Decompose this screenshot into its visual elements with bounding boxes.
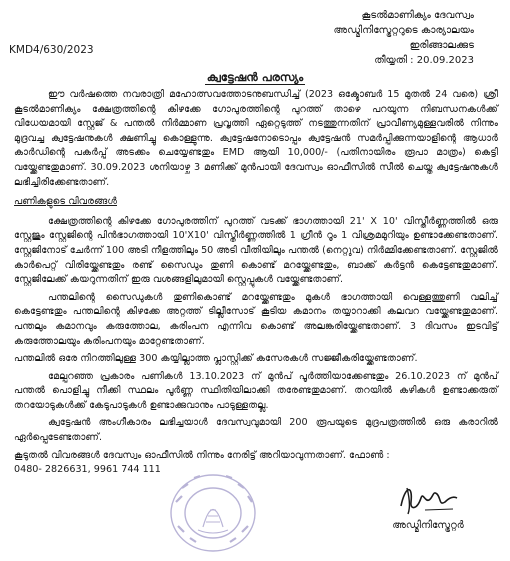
works-heading: പണികളുടെ വിവരങ്ങൾ bbox=[14, 196, 117, 208]
works-paragraph-5: ക്വട്ടേഷൻ അംഗീകാരം ലഭിച്ചയാൾ ദേവസ്വവുമായി 200 രൂപയുടെ മുദ്രപത്രത്തിൽ ഒരു കരാറിൽ ഏർപ്പെടേണ്ടതാണ്. bbox=[14, 417, 498, 444]
works-paragraph-3: പന്തലിൽ ഒരേ നിറത്തിലുള്ള 300 കയ്യില്ലാത്ത പ്ലാസ്റ്റിക്ക് കസേരകൾ സജ്ജീകരിയ്ക്കേണ്ടതാണ്. bbox=[14, 353, 418, 365]
office-name: അഡ്മിനിസ്ട്രേറ്ററുടെ കാര്യാലയം bbox=[333, 25, 474, 36]
seal-stamp-icon bbox=[168, 472, 258, 554]
signature-block bbox=[388, 476, 468, 546]
page-title bbox=[0, 70, 510, 85]
intro-paragraph: ഈ വർഷത്തെ നവരാത്രി മഹോത്സവത്തോടനുബന്ധിച്ച് (2023 ഒക്ടോബർ 15 മുതൽ 24 വരെ) ശ്രീ കൂടൽമാണിക്യം ക്ഷേത്രത്തിന്റെ കിഴക്കേ ഗോപുരത്തിന്റെ പുറത്ത് താഴെ പറയുന്ന നിബന്ധനകൾക്ക് വിധേയമായി സ്റ്റേജ് & പന്തൽ നിർമ്മാണ പ്രവൃത്തി ഏറ്റെടുത്ത് നടത്തുന്നതിന് പ്രാവീണ്യമുള്ളവരിൽ നിന്നും മുദ്രവച്ച ക്വട്ടേഷനുകൾ ക്ഷണിച്ചു കൊള്ളുന്നു. ക്വട്ടേഷനോടൊപ്പം ക്വട്ടേഷൻ സമർപ്പിക്കുന്നയാളിന്റെ ആധാർ കാർഡിന്റെ പകർപ്പ് അടക്കം ചെയ്യേണ്ടതും EMD ആയി 10,000/- (പതിനായിരം രൂപാ മാത്രം) കെട്ടി വയ്ക്കേണ്ടതുമാണ്. 30.09.2023 ശനിയാഴ്ച 3 മണിക്ക് മുൻപായി ദേവസ്വം ഓഫീസിൽ സീൽ ചെയ്ത ക്വട്ടേഷനുകൾ ലഭിച്ചിരിക്കേണ്ടതാണ്. bbox=[14, 89, 498, 188]
works-paragraph-2: പന്തലിന്റെ സൈഡുകൾ തുണികൊണ്ട് മറയ്ക്കേണ്ടതും മുകൾ ഭാഗത്തായി വെള്ളത്തുണി വലിച്ച് കെട്ടേണ്ടതും പന്തലിന്റെ കിഴക്കേ അറ്റത്ത് ടില്ലീസോട് കൂടിയ കമാനം തയ്യാറാക്കി കലവറ വയ്ക്കേണ്ടതുമാണ്. പന്തലും കമാനവും കരുത്തോല, കരിംപന എന്നിവ കൊണ്ട് അലങ്കരിയ്ക്കേണ്ടതാണ്. 3 ദിവസം ഇടവിട്ട് കരുത്തോലയും കരിംപനയും മാറ്റേണ്ടതാണ്. bbox=[14, 291, 498, 347]
devaswom-name: കൂടൽമാണിക്യം ദേവസ്വം bbox=[361, 10, 474, 21]
notice-date: തീയ്യതി : 20.09.2023 bbox=[374, 55, 474, 66]
works-paragraph-1: ക്ഷേത്രത്തിന്റെ കിഴക്കേ ഗോപുരത്തിന് പുറത്ത് വടക്ക് ഭാഗത്തായി 21' X 10' വിസ്തീർണ്ണത്തിൽ ഒരു സ്റ്റേജും സ്റ്റേജിന്റെ പിൻഭാഗത്തായി 10'X10' വിസ്തീർണ്ണത്തിൽ 1 ഗ്രീൻ റൂം 1 വിശ്രമമുറിയും ഉണ്ടാക്കേണ്ടതാണ്. സ്റ്റേജിനോട് ചേർന്ന് 100 അടി നീളത്തിലും 50 അടി വീതിയിലും പന്തൽ (നെറ്റുവ) നിർമ്മിക്കേണ്ടതാണ്. സ്റ്റേജിൽ കാർപെറ്റ് വിരിയ്ക്കേണ്ടതും രണ്ട് സൈഡും തുണി കൊണ്ട് മറയ്ക്കേണ്ടതും, ബാക്ക് കർട്ടൻ കെട്ടേണ്ടതുമാണ്. സ്റ്റേജിലേക്ക് കയറുന്നതിന് ഇരു വശങ്ങളിലുമായി സ്റ്റെപ്പുകൾ വയ്ക്കേണ്ടതാണ്. bbox=[14, 215, 498, 286]
signatory-designation: അഡ്മിനിസ്ട്രേറ്റർ bbox=[392, 520, 464, 531]
contact-text: കൂടുതൽ വിവരങ്ങൾ ദേവസ്വം ഓഫീസിൽ നിന്നും നേരിട്ട് അറിയാവുന്നതാണ്. ഫോൺ : bbox=[14, 449, 390, 461]
place-name: ഇരിങ്ങാലക്കുട bbox=[409, 40, 474, 51]
works-paragraph-4: മേല്പറഞ്ഞ പ്രകാരം പണികൾ 13.10.2023 ന് മുൻപ് പൂർത്തിയാക്കേണ്ടതും 26.10.2023 ന് മുൻപ് പന്തൽ പൊളിച്ചു നീക്കി സ്ഥലം പൂർണ്ണ സ്ഥിതിയിലാക്കി തരേണ്ടതുമാണ്. തറയിൽ കഴികൾ ഉണ്ടാക്കരുത് തറയോടുകൾക്ക് കേടുപാടുകൾ ഉണ്ടാക്കുവാനും പാടുള്ളതല്ല. bbox=[14, 370, 498, 411]
title-text: ക്വട്ടേഷൻ പരസ്യം bbox=[206, 70, 304, 84]
reference-number: KMD4/630/2023 bbox=[9, 44, 94, 56]
phone-numbers: 0480- 2826631, 9961 744 111 bbox=[14, 464, 161, 476]
devaswom-seal bbox=[168, 472, 258, 554]
notice-body bbox=[14, 88, 498, 481]
signature-icon bbox=[395, 476, 461, 518]
office-header bbox=[333, 8, 474, 68]
